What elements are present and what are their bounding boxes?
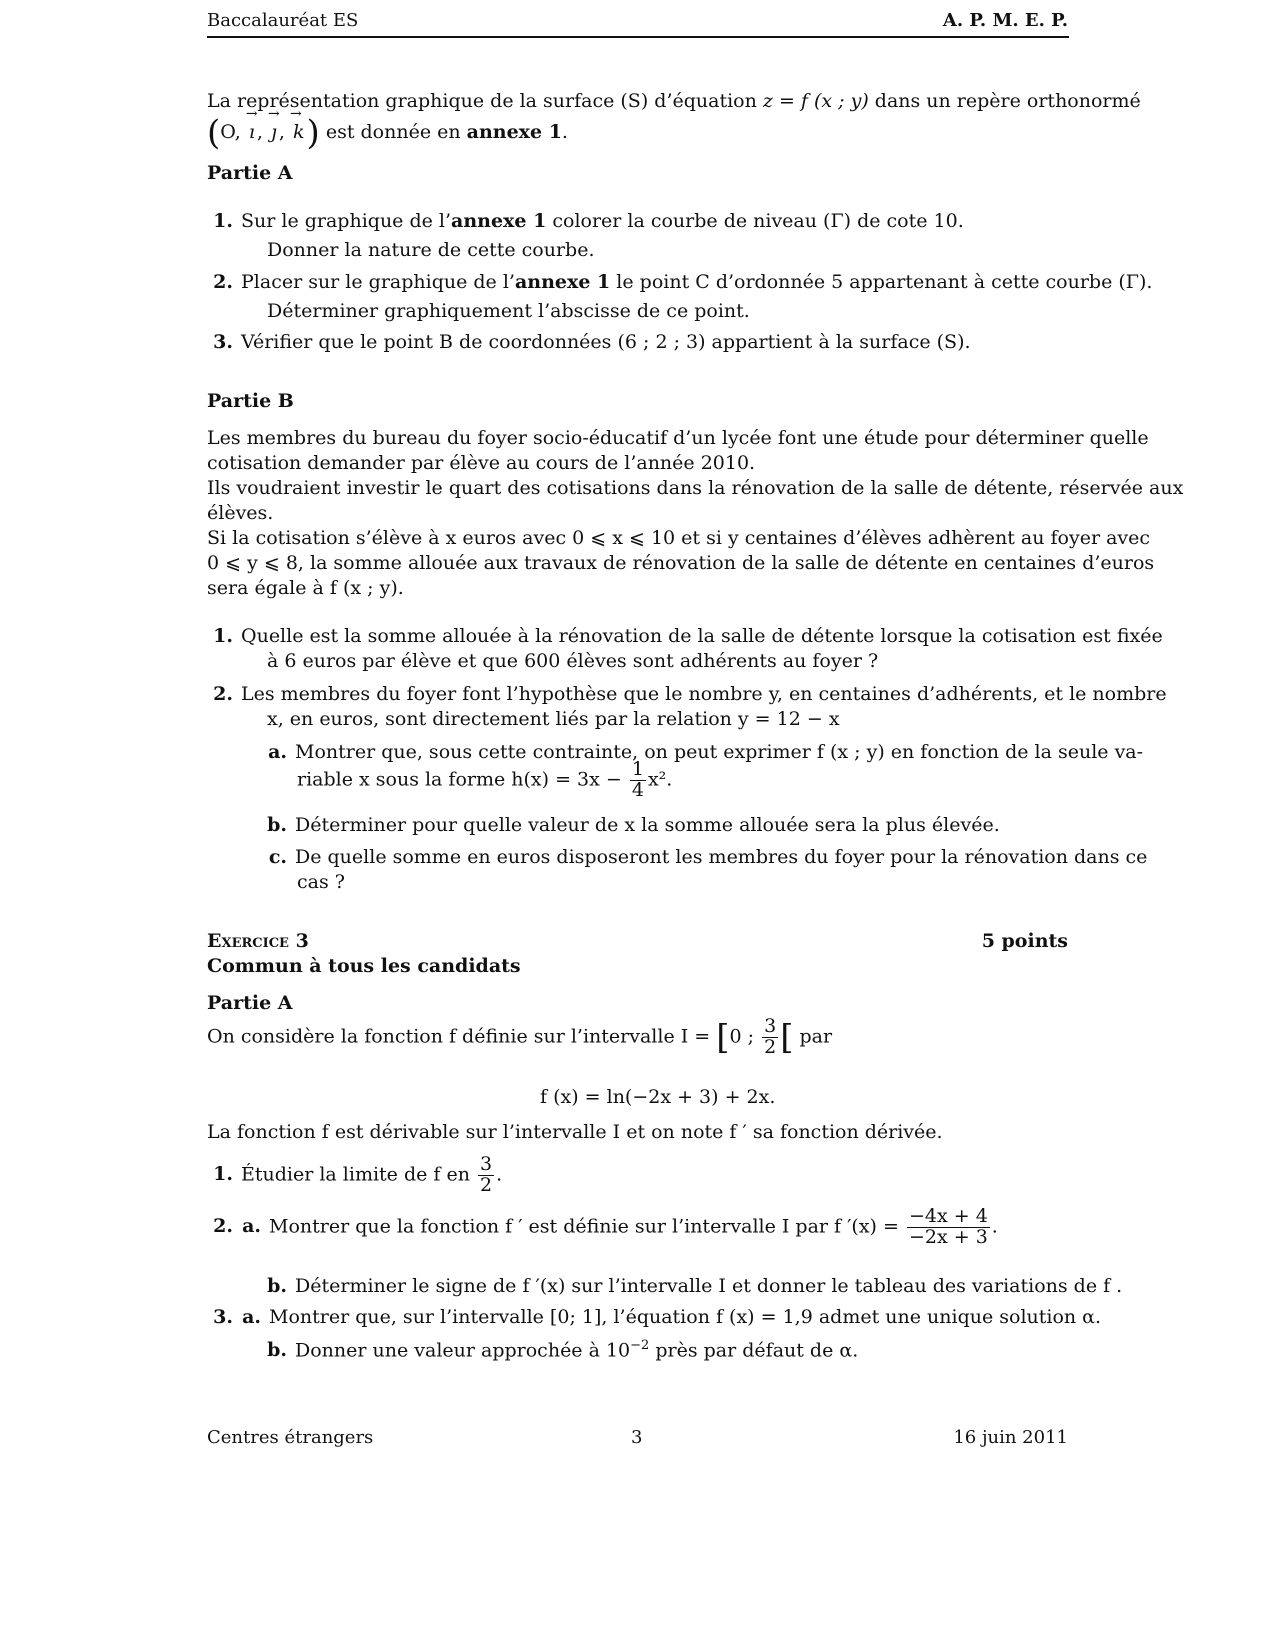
exercise3-q1: 1. Étudier la limite de f en $\frac{3}{2}$ . — [213, 1153, 503, 1196]
partB-p6: 0 ⩽ y ⩽ 8, la somme allouée aux travaux de rénovation de la salle de détente en centaines d’euros — [207, 552, 1155, 574]
partB-p2: cotisation demander par élève au cours de l’année 2010. — [207, 452, 756, 474]
partA-q1: 1. Sur le graphique de l’annexe 1 colorer la courbe de niveau (Γ) de cote 10. — [213, 210, 964, 232]
vector-i: → ı — [247, 121, 257, 143]
header-rule — [207, 36, 1069, 38]
fraction-one-quarter: $\frac{1}{4}$ — [631, 758, 644, 801]
fraction-derivative: $\frac{-4x + 4}{-2x + 3}$ — [908, 1205, 988, 1248]
exercise3-title: Exercice 3 — [207, 930, 309, 952]
header-right: A. P. M. E. P. — [942, 10, 1068, 31]
partB-p7: sera égale à f (x ; y). — [207, 577, 404, 599]
partB-p4: élèves. — [207, 502, 274, 524]
partB-p1: Les membres du bureau du foyer socio-éducatif d’un lycée font une étude pour déterminer quelle — [207, 427, 1149, 449]
exercise3-q3b: b. Donner une valeur approchée à $10^{-2}$ près par défaut de α. — [267, 1338, 859, 1362]
page-number: 3 — [631, 1427, 643, 1448]
exercise3-q3a: 3. a. Montrer que, sur l’intervalle [0; 1], l’équation f (x) = 1,9 admet une unique solution α. — [213, 1306, 1102, 1328]
partA-title: Partie A — [207, 162, 293, 184]
partA-q3: 3. Vérifier que le point B de coordonnées (6 ; 2 ; 3) appartient à la surface (S). — [213, 331, 971, 353]
partB-qa: a. Montrer que, sous cette contrainte, on peut exprimer f (x ; y) en fonction de la seule va- — [268, 741, 1144, 763]
partA-q2-line2: Déterminer graphiquement l’abscisse de ce point. — [267, 300, 750, 322]
vector-j: → ȷ — [269, 121, 279, 143]
partB-qa-line2: riable x sous la forme h(x) = 3x − $\frac{1}{4}$ x². — [297, 758, 673, 801]
fraction-three-halves-limit: $\frac{3}{2}$ — [480, 1153, 493, 1196]
partB-qc: c. De quelle somme en euros disposeront les membres du foyer pour la rénovation dans ce — [268, 846, 1148, 868]
partB-q1-line2: à 6 euros par élève et que 600 élèves sont adhérents au foyer ? — [267, 650, 879, 672]
partA-q1-line2: Donner la nature de cette courbe. — [267, 239, 595, 261]
footer-right: 16 juin 2011 — [953, 1427, 1068, 1448]
partB-q2-line2: x, en euros, sont directement liés par la relation y = 12 − x — [267, 708, 840, 730]
partA-q2: 2. Placer sur le graphique de l’annexe 1 le point C d’ordonnée 5 appartenant à cette courbe (Γ). — [213, 271, 1153, 293]
fraction-three-halves: $\frac{3}{2}$ — [764, 1015, 777, 1058]
exercise3-q2a: 2. a. Montrer que la fonction f ′ est définie sur l’intervalle I par f ′(x) = $\frac{-4x + 4}{-2x + 3}$ . — [213, 1205, 998, 1248]
exercise3-derivative: La fonction f est dérivable sur l’intervalle I et on note f ′ sa fonction dérivée. — [207, 1121, 943, 1143]
partB-q1: 1. Quelle est la somme allouée à la rénovation de la salle de détente lorsque la cotisation est fixée — [213, 625, 1163, 647]
exercise3-partA-title: Partie A — [207, 992, 293, 1014]
exercise3-formula: f (x) = ln(−2x + 3) + 2x. — [540, 1086, 776, 1108]
vector-k: → k — [291, 121, 307, 143]
partB-qc-line2: cas ? — [297, 871, 345, 893]
intro-line-1: La représentation graphique de la surface (S) d’équation z = f (x ; y) dans un repère orthonormé — [207, 90, 1141, 112]
header-left: Baccalauréat ES — [207, 10, 359, 31]
exercise3-q2b: b. Déterminer le signe de f ′(x) sur l’intervalle I et donner le tableau des variations de f . — [267, 1275, 1123, 1297]
partB-p3: Ils voudraient investir le quart des cotisations dans la rénovation de la salle de détente, réservée aux — [207, 477, 1184, 499]
partB-p5: Si la cotisation s’élève à x euros avec 0 ⩽ x ⩽ 10 et si y centaines d’élèves adhèrent au foyer avec — [207, 527, 1151, 549]
partB-title: Partie B — [207, 390, 294, 412]
exercise3-intro: On considère la fonction f définie sur l’intervalle I = [0 ; $\frac{3}{2}$ [ par — [207, 1015, 833, 1058]
partB-qb: b. Déterminer pour quelle valeur de x la somme allouée sera la plus élevée. — [267, 814, 1000, 836]
partB-q2: 2. Les membres du foyer font l’hypothèse que le nombre y, en centaines d’adhérents, et le nombre — [213, 683, 1167, 705]
exercise3-points: 5 points — [981, 930, 1068, 952]
footer-left: Centres étrangers — [207, 1427, 374, 1448]
exercise3-subtitle: Commun à tous les candidats — [207, 955, 521, 977]
intro-line-2: (O, → ı , → ȷ , → k) est donnée en annexe 1. — [207, 116, 568, 150]
